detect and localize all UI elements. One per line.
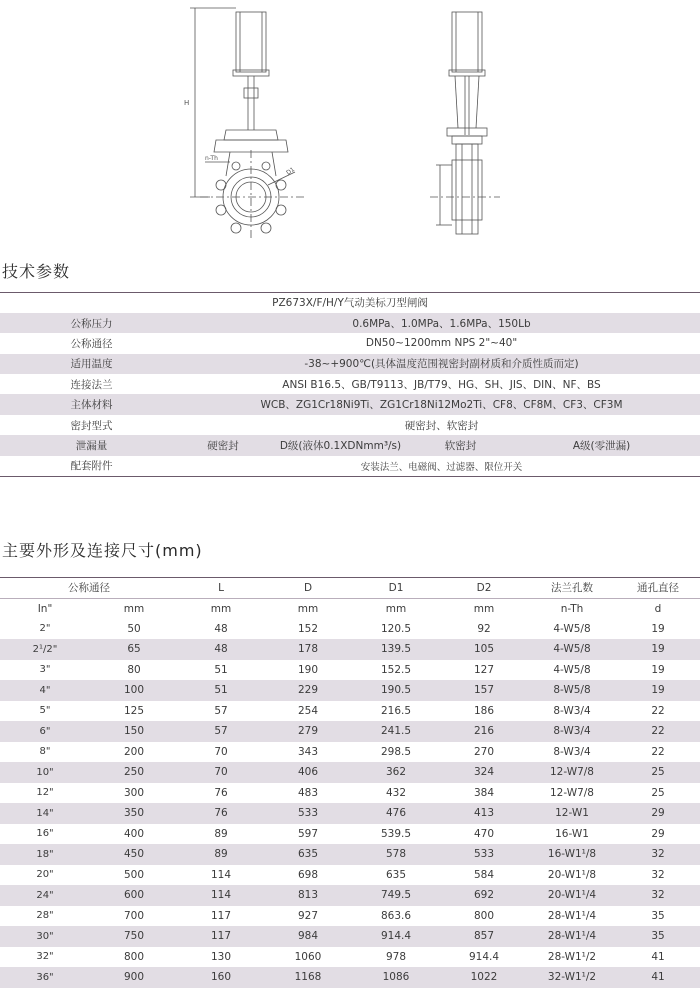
- row-label: 公称压力: [0, 313, 183, 333]
- table-row: [0, 415, 700, 435]
- table-cell: 70: [178, 762, 264, 783]
- table-cell: 250: [90, 762, 178, 783]
- dim-d-label: D1: [285, 166, 297, 177]
- table-cell: 32: [651, 868, 665, 881]
- table-cell: 125: [123, 704, 145, 717]
- table-cell: 32-W1¹/2: [528, 967, 616, 988]
- dim-nth-label: n-Th: [205, 155, 218, 162]
- table-cell: 51: [178, 680, 264, 701]
- table-cell: 578: [352, 844, 440, 865]
- table-row: [0, 803, 700, 824]
- row-value: -38~+900℃(具体温度范围视密封副材质和介质性质而定): [183, 354, 700, 374]
- side-view-drawing: [430, 12, 500, 234]
- table-cell: 4-W5/8: [553, 663, 591, 676]
- table-cell: 51: [214, 663, 228, 676]
- table-cell: 8-W3/4: [528, 721, 616, 742]
- table-cell: 41: [651, 950, 665, 963]
- table-cell: 139.5: [352, 639, 440, 660]
- table-cell: 698: [297, 868, 319, 881]
- table-cell: 749.5: [352, 885, 440, 906]
- table-cell: 692: [440, 885, 528, 906]
- table-cell: 597: [297, 827, 319, 840]
- table-row: [0, 885, 700, 906]
- table-row: [0, 619, 700, 640]
- unit-flange: n-Th: [528, 598, 616, 619]
- table-cell: 20": [36, 869, 54, 881]
- table-cell: 406: [264, 762, 352, 783]
- table-cell: 12-W7/8: [549, 786, 594, 799]
- table-cell: 150: [90, 721, 178, 742]
- table-cell: 539.5: [380, 827, 412, 840]
- table-cell: 12-W1: [528, 803, 616, 824]
- row-value: 硬密封、软密封: [404, 419, 479, 432]
- row-label: 主体材料: [0, 394, 183, 414]
- row-label: 连接法兰: [70, 378, 113, 391]
- table-cell: 1022: [440, 967, 528, 988]
- product-title: PZ673X/F/H/Y气动美标刀型闸阀: [0, 293, 700, 313]
- table-cell: 8": [39, 746, 51, 758]
- table-cell: 863.6: [380, 909, 412, 922]
- table-cell: 22: [616, 721, 700, 742]
- table-cell: 216.5: [380, 704, 412, 717]
- col-header-d2: D2: [440, 578, 528, 599]
- table-cell: 32": [36, 951, 54, 963]
- table-cell: 279: [264, 721, 352, 742]
- table-cell: 36": [0, 967, 90, 988]
- table-cell: 178: [264, 639, 352, 660]
- table-cell: 89: [178, 844, 264, 865]
- table-cell: 300: [123, 786, 145, 799]
- table-row: [0, 333, 700, 353]
- table-cell: 384: [473, 786, 495, 799]
- table-cell: 19: [651, 622, 665, 635]
- tech-params-table: [0, 292, 700, 477]
- table-cell: 800: [123, 950, 145, 963]
- table-cell: 8-W3/4: [553, 745, 591, 758]
- table-row: [0, 293, 700, 313]
- table-cell: 48: [214, 622, 228, 635]
- table-cell: 8-W5/8: [528, 680, 616, 701]
- col-header-l: L: [178, 578, 264, 599]
- table-cell: 24": [0, 885, 90, 906]
- table-cell: 6": [0, 721, 90, 742]
- table-cell: 4-W5/8: [528, 639, 616, 660]
- table-cell: 2": [39, 623, 51, 635]
- table-cell: 2¹/2": [0, 639, 90, 660]
- table-cell: 3": [39, 664, 51, 676]
- table-row: [0, 906, 700, 927]
- table-cell: 635: [385, 868, 407, 881]
- table-cell: 20-W1¹/4: [528, 885, 616, 906]
- table-cell: 8-W3/4: [553, 704, 591, 717]
- table-row: [0, 639, 700, 660]
- table-cell: 450: [90, 844, 178, 865]
- table-cell: 29: [616, 803, 700, 824]
- table-cell: 35: [651, 909, 665, 922]
- table-cell: 70: [214, 745, 228, 758]
- table-cell: 190: [297, 663, 319, 676]
- row-value: DN50~1200mm NPS 2"~40": [365, 337, 518, 350]
- table-cell: 813: [264, 885, 352, 906]
- table-cell: 32: [616, 844, 700, 865]
- table-cell: 4": [0, 680, 90, 701]
- table-header-row: [0, 578, 700, 599]
- table-cell: 5": [39, 705, 51, 717]
- table-cell: 25: [651, 786, 665, 799]
- table-cell: 22: [651, 745, 665, 758]
- row-value: WCB、ZG1Cr18Ni9Ti、ZG1Cr18Ni12Mo2Ti、CF8、CF8M、CF3、CF3M: [183, 394, 700, 414]
- table-cell: 750: [90, 926, 178, 947]
- table-row: [0, 456, 700, 476]
- table-cell: 28-W1¹/2: [547, 950, 597, 963]
- table-cell: 533: [440, 844, 528, 865]
- table-row: [0, 865, 700, 886]
- table-cell: 241.5: [352, 721, 440, 742]
- table-cell: 57: [214, 704, 228, 717]
- table-cell: 16-W1: [555, 827, 589, 840]
- table-cell: 18": [0, 844, 90, 865]
- table-cell: 413: [440, 803, 528, 824]
- table-row: [0, 313, 700, 333]
- table-cell: 635: [264, 844, 352, 865]
- col-header-d1: D1: [352, 578, 440, 599]
- unit-bore: d: [616, 598, 700, 619]
- table-cell: 35: [616, 926, 700, 947]
- table-cell: 216: [440, 721, 528, 742]
- row-label: 泄漏量: [0, 435, 183, 455]
- dimensions-table: [0, 577, 700, 988]
- table-cell: 927: [297, 909, 319, 922]
- table-cell: 476: [352, 803, 440, 824]
- table-row: [0, 374, 700, 394]
- table-cell: 28": [36, 910, 54, 922]
- table-cell: 76: [178, 803, 264, 824]
- table-cell: 120.5: [380, 622, 412, 635]
- section-title-dimensions: 主要外形及连接尺寸(mm): [2, 541, 203, 560]
- front-view-drawing: [190, 8, 305, 240]
- table-cell: 117: [210, 909, 232, 922]
- table-cell: 19: [616, 639, 700, 660]
- table-cell: 20-W1¹/8: [547, 868, 597, 881]
- table-cell: 28-W1¹/4: [528, 926, 616, 947]
- unit-d1: mm: [352, 598, 440, 619]
- table-row: [0, 354, 700, 374]
- table-row: [0, 660, 700, 681]
- row-label: 公称通径: [70, 337, 113, 350]
- table-cell: 12-W7/8: [528, 762, 616, 783]
- table-cell: 324: [440, 762, 528, 783]
- table-cell: 19: [651, 663, 665, 676]
- table-cell: 29: [651, 827, 665, 840]
- table-cell: 12": [36, 787, 54, 799]
- table-cell: 22: [651, 704, 665, 717]
- table-cell: 984: [264, 926, 352, 947]
- table-row: [0, 762, 700, 783]
- valve-drawings: [0, 0, 700, 240]
- table-cell: 298.5: [380, 745, 412, 758]
- table-cell: 114: [210, 868, 232, 881]
- table-cell: 160: [178, 967, 264, 988]
- table-cell: 28-W1¹/4: [547, 909, 597, 922]
- hard-seal-label: 硬密封: [183, 435, 263, 455]
- table-cell: 700: [123, 909, 145, 922]
- table-cell: 157: [440, 680, 528, 701]
- row-value: 安装法兰、电磁阀、过滤器、限位开关: [183, 456, 700, 476]
- table-cell: 914.4: [352, 926, 440, 947]
- table-cell: 100: [90, 680, 178, 701]
- table-cell: 25: [616, 762, 700, 783]
- table-cell: 362: [352, 762, 440, 783]
- table-cell: 190.5: [352, 680, 440, 701]
- table-cell: 32: [616, 885, 700, 906]
- row-label: 密封型式: [70, 419, 113, 432]
- table-cell: 50: [127, 622, 141, 635]
- row-value: 0.6MPa、1.0MPa、1.6MPa、150Lb: [183, 313, 700, 333]
- table-cell: 130: [210, 950, 232, 963]
- row-label: 配套附件: [0, 456, 183, 476]
- table-cell: 92: [477, 622, 491, 635]
- table-cell: 584: [473, 868, 495, 881]
- table-row: [0, 783, 700, 804]
- table-cell: 152.5: [380, 663, 412, 676]
- table-cell: 1060: [294, 950, 322, 963]
- table-cell: 14": [0, 803, 90, 824]
- unit-l: mm: [178, 598, 264, 619]
- section-title-tech-params: 技术参数: [2, 262, 71, 281]
- table-cell: 350: [90, 803, 178, 824]
- table-cell: 600: [90, 885, 178, 906]
- table-cell: 978: [385, 950, 407, 963]
- table-cell: 1168: [264, 967, 352, 988]
- table-row: [0, 947, 700, 968]
- table-cell: 48: [178, 639, 264, 660]
- table-cell: 127: [473, 663, 495, 676]
- table-cell: 57: [178, 721, 264, 742]
- table-row: [0, 742, 700, 763]
- dim-h-label: H: [184, 99, 190, 107]
- table-row: [0, 701, 700, 722]
- col-header-flange: 法兰孔数: [528, 578, 616, 599]
- table-row: [0, 926, 700, 947]
- table-cell: 483: [297, 786, 319, 799]
- table-cell: 114: [178, 885, 264, 906]
- table-cell: 186: [473, 704, 495, 717]
- unit-in: In": [0, 598, 90, 619]
- table-row: [0, 394, 700, 414]
- table-cell: 4-W5/8: [553, 622, 591, 635]
- table-cell: 343: [297, 745, 319, 758]
- table-cell: 30": [0, 926, 90, 947]
- table-cell: 470: [473, 827, 495, 840]
- table-cell: 19: [616, 680, 700, 701]
- row-label: 适用温度: [0, 354, 183, 374]
- col-header-dn: 公称通径: [0, 578, 178, 599]
- table-cell: 89: [214, 827, 228, 840]
- table-cell: 400: [123, 827, 145, 840]
- hard-seal-value: D级(液体0.1XDNmm³/s): [263, 435, 418, 455]
- col-header-d: D: [264, 578, 352, 599]
- table-row: [0, 721, 700, 742]
- table-subheader-row: [0, 598, 700, 619]
- table-row: [0, 844, 700, 865]
- row-value: ANSI B16.5、GB/T9113、JB/T79、HG、SH、JIS、DIN、NF、BS: [282, 378, 601, 391]
- table-row: [0, 967, 700, 988]
- table-row: [0, 435, 700, 455]
- unit-d2: mm: [440, 598, 528, 619]
- table-cell: 105: [440, 639, 528, 660]
- table-cell: 857: [440, 926, 528, 947]
- table-cell: 41: [616, 967, 700, 988]
- table-cell: 16": [36, 828, 54, 840]
- table-cell: 270: [473, 745, 495, 758]
- table-cell: 76: [214, 786, 228, 799]
- table-row: [0, 824, 700, 845]
- table-cell: 500: [123, 868, 145, 881]
- table-cell: 800: [473, 909, 495, 922]
- table-cell: 200: [123, 745, 145, 758]
- unit-d: mm: [264, 598, 352, 619]
- dimensions-table-body: [0, 619, 700, 988]
- unit-mm: mm: [90, 598, 178, 619]
- table-cell: 254: [297, 704, 319, 717]
- table-cell: 900: [90, 967, 178, 988]
- soft-seal-value: A级(零泄漏): [503, 435, 700, 455]
- table-cell: 80: [127, 663, 141, 676]
- table-cell: 914.4: [468, 950, 500, 963]
- table-row: [0, 680, 700, 701]
- table-cell: 10": [0, 762, 90, 783]
- soft-seal-label: 软密封: [418, 435, 503, 455]
- table-cell: 432: [385, 786, 407, 799]
- table-cell: 117: [178, 926, 264, 947]
- table-cell: 65: [90, 639, 178, 660]
- table-cell: 152: [297, 622, 319, 635]
- table-cell: 16-W1¹/8: [528, 844, 616, 865]
- table-cell: 533: [264, 803, 352, 824]
- table-cell: 229: [264, 680, 352, 701]
- col-header-bore: 通孔直径: [616, 578, 700, 599]
- table-cell: 1086: [352, 967, 440, 988]
